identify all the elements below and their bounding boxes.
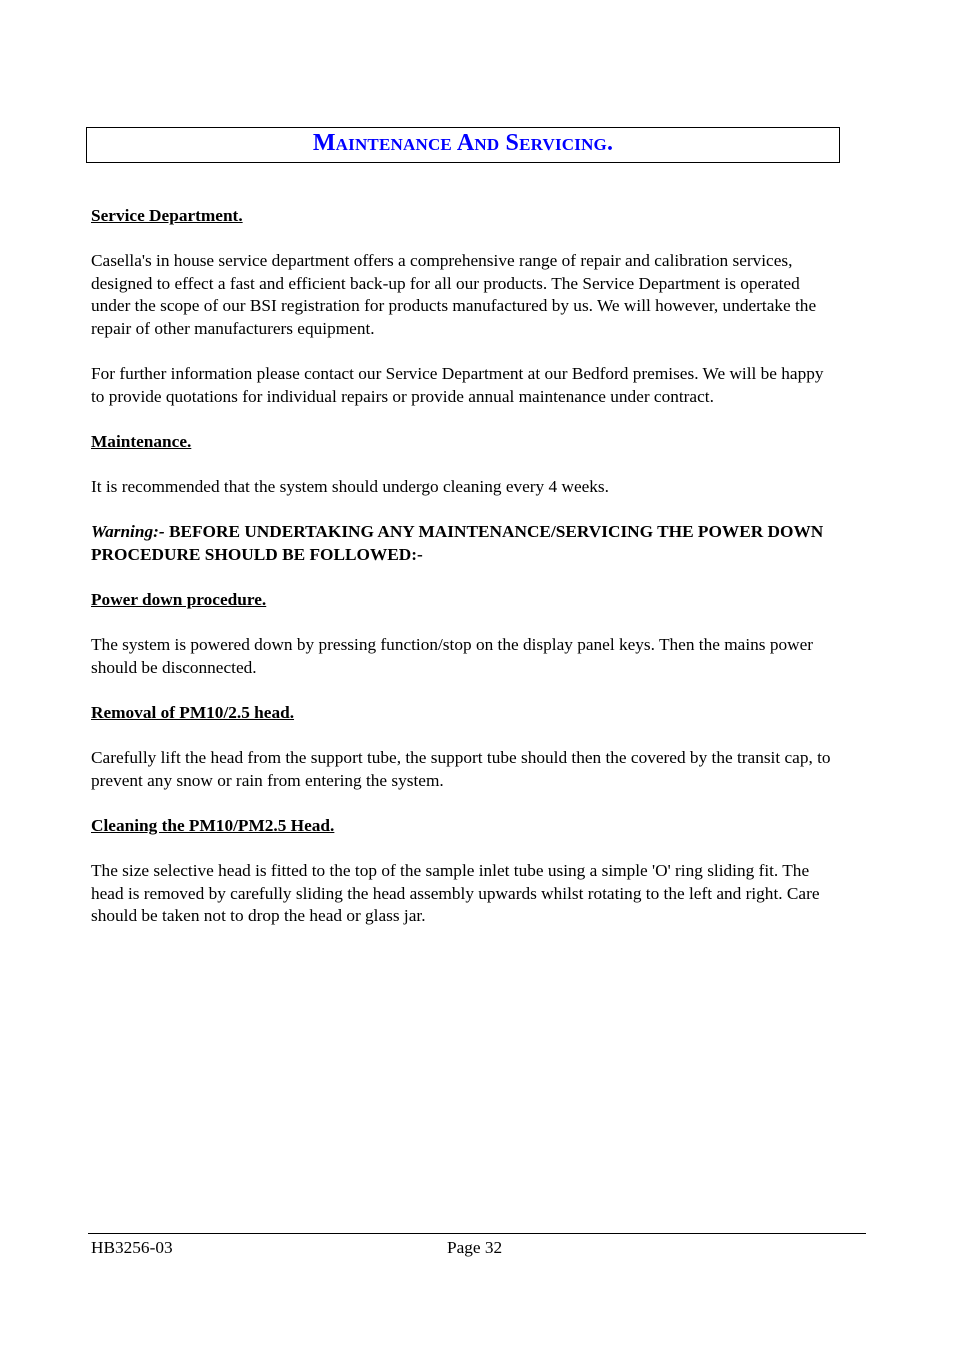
footer-divider (88, 1233, 866, 1234)
page-title: Maintenance And Servicing. (312, 130, 614, 156)
document-body (91, 205, 839, 951)
section-heading-service: Service Department. (91, 206, 243, 225)
paragraph-service-2: For further information please contact our Service Department at our Bedford premises. We will be happy to provide quotations for individual repairs or provide annual maintenance under contract. (91, 364, 824, 406)
footer-page-number: Page 32 (447, 1238, 503, 1257)
paragraph-maintenance-1: It is recommended that the system should undergo cleaning every 4 weeks. (91, 477, 609, 497)
section-heading-removal: Removal of PM10/2.5 head. (91, 703, 295, 723)
paragraph-removal-1: Carefully lift the head from the support tube, the support tube should then the covered by the transit cap, to prevent any snow or rain from entering the system. (91, 748, 831, 790)
warning-text: BEFORE UNDERTAKING ANY MAINTENANCE/SERVICING THE POWER DOWN PROCEDURE SHOULD BE FOLLOWED:- (91, 522, 824, 564)
paragraph-power-down-1: The system is powered down by pressing function/stop on the display panel keys. Then the mains power should be disconnected. (91, 635, 814, 677)
section-heading-power-down: Power down procedure. (91, 590, 267, 610)
warning-label: Warning:- (91, 522, 165, 542)
warning-notice (91, 521, 839, 566)
section-heading-cleaning: Cleaning the PM10/PM2.5 Head. (91, 816, 335, 836)
paragraph-service-1: Casella's in house service department offers a comprehensive range of repair and calibration services, designed to effect a fast and efficient back-up for all our products. The Service Department is operated under the scope of our BSI registration for products manufactured by us. We will however, undertake the repair of other manufacturers equipment. (91, 251, 817, 338)
footer-doc-code: HB3256-03 (91, 1238, 173, 1257)
title-box (86, 127, 840, 163)
section-heading-maintenance: Maintenance. (91, 431, 192, 451)
paragraph-cleaning-1: The size selective head is fitted to the top of the sample inlet tube using a simple 'O' ring sliding fit. The head is removed by carefully sliding the head assembly upwards whilst rotating to the left and right. Care should be taken not to drop the head or glass jar. (91, 861, 820, 926)
